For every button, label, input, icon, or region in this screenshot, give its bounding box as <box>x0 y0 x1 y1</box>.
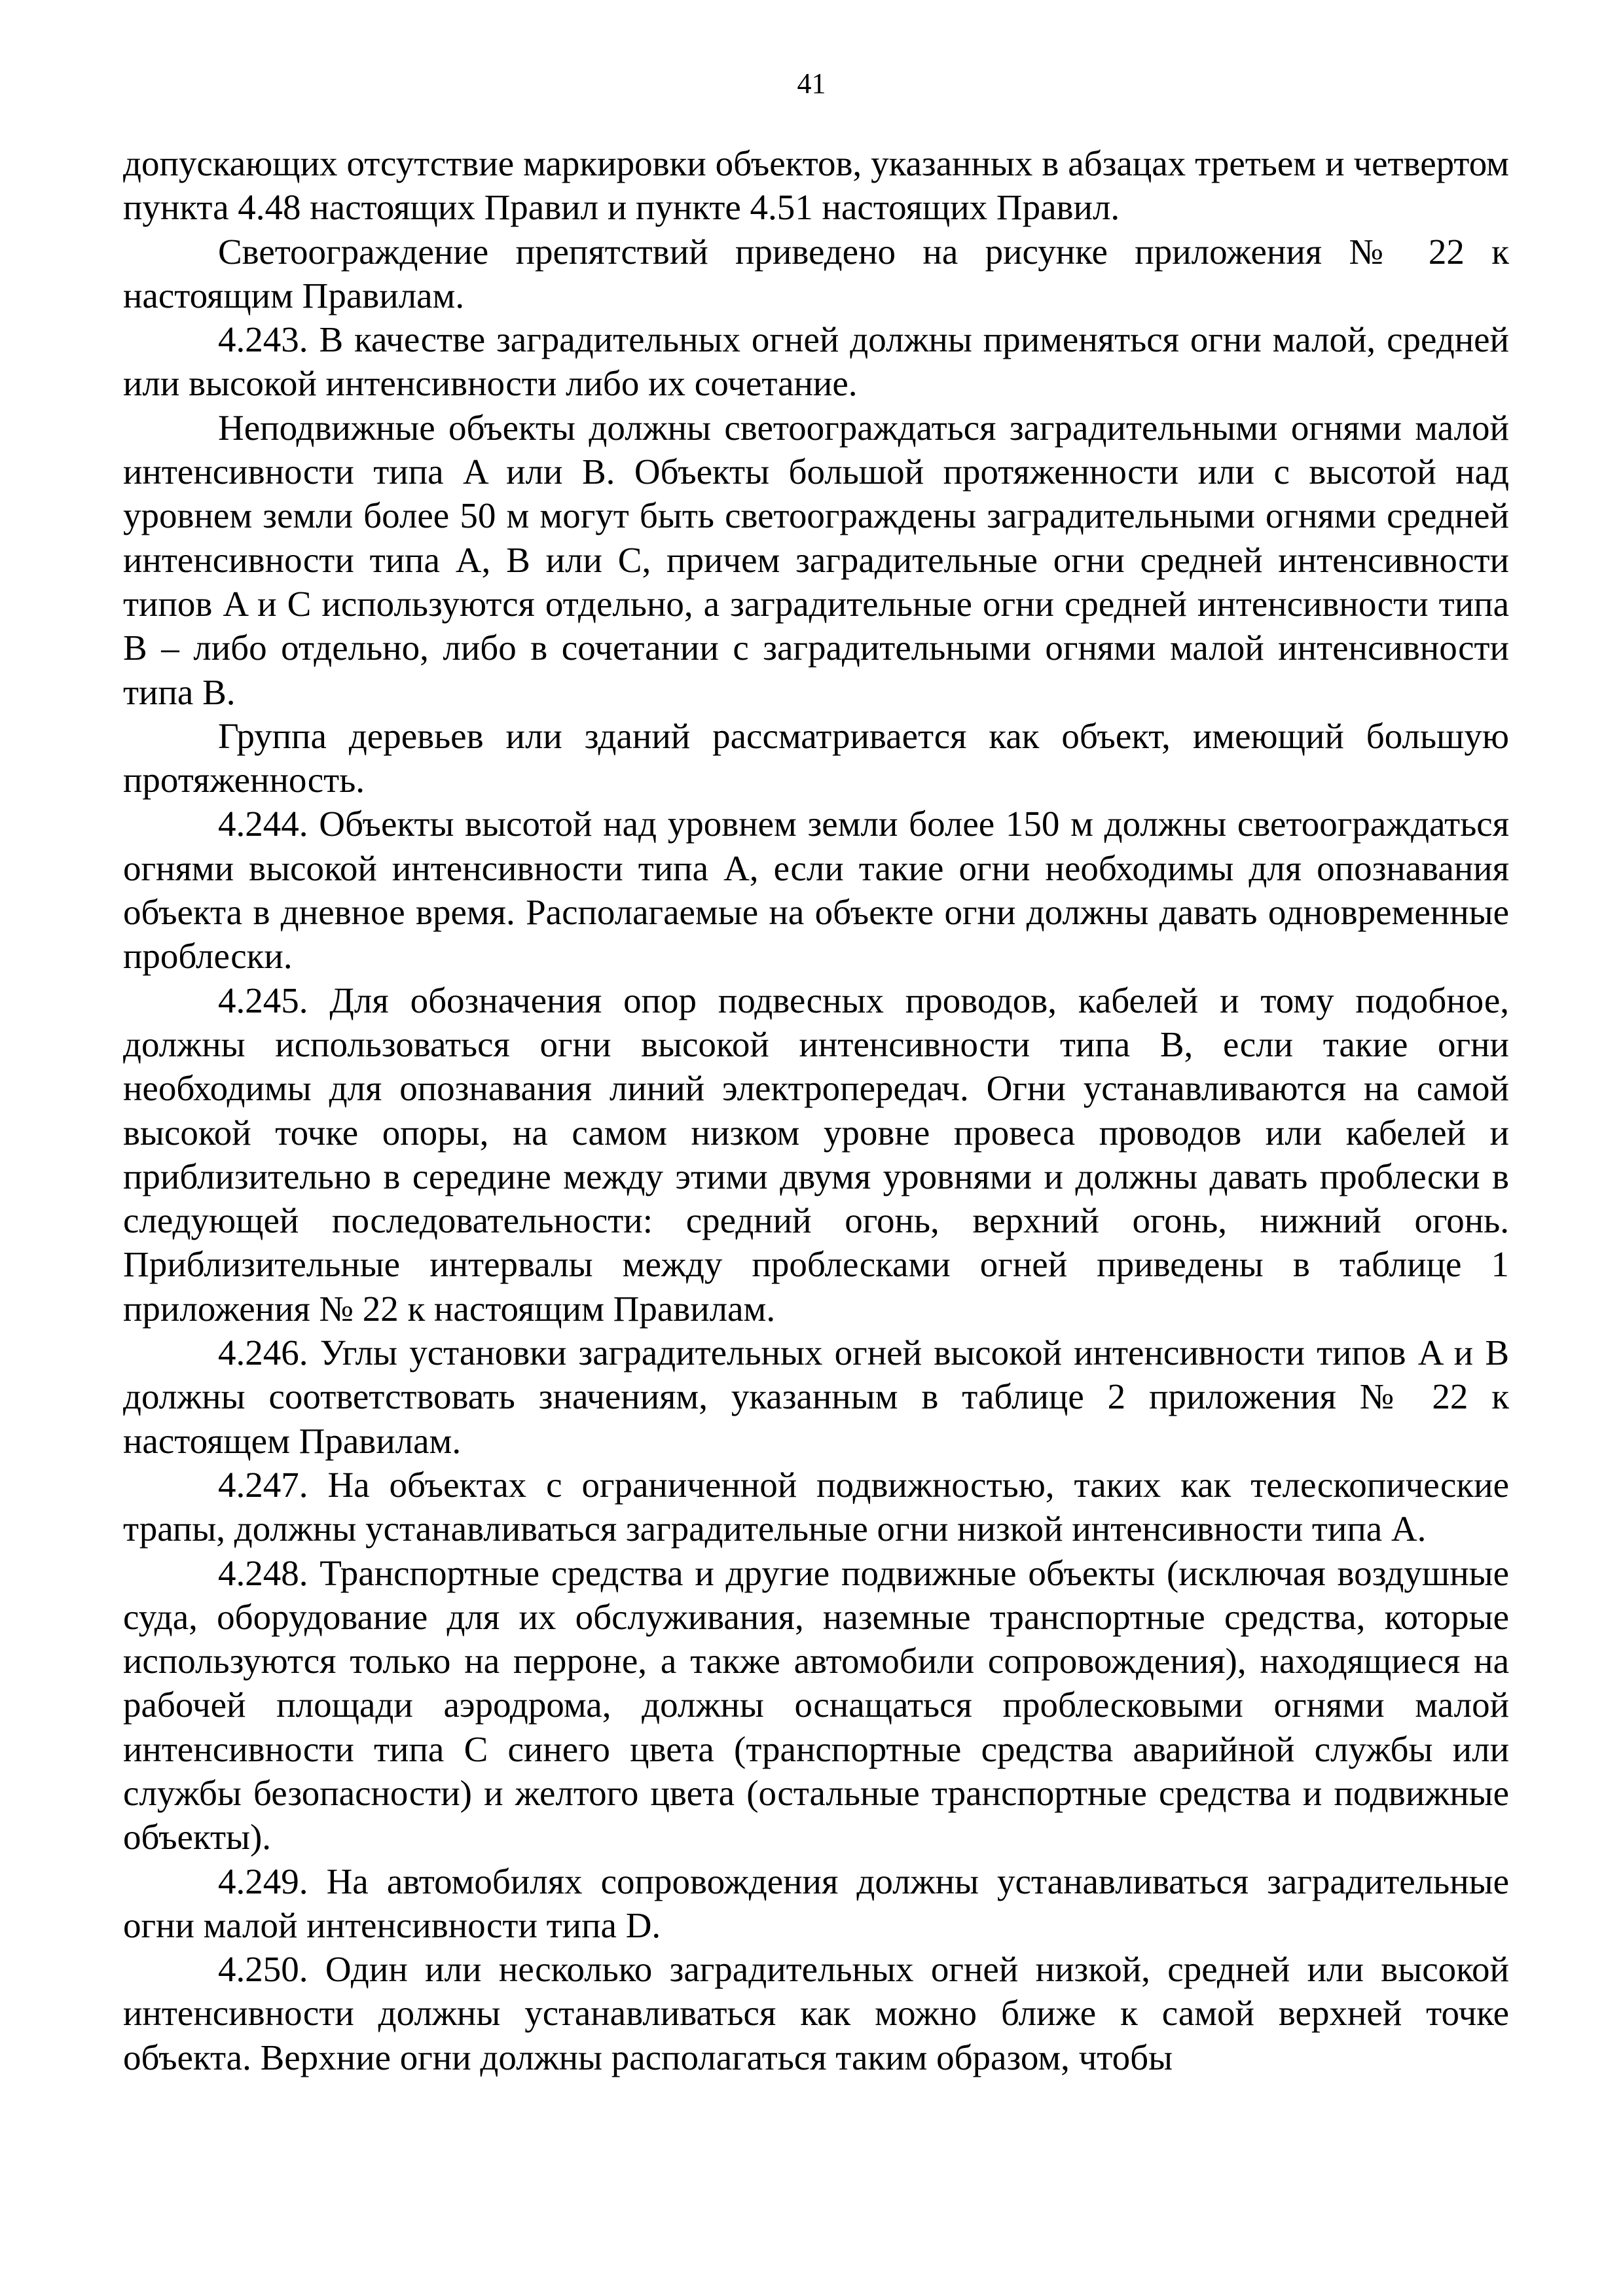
paragraph-fixed-objects: Неподвижные объекты должны светоограждаться заградительными огнями малой интенсивности типа A или B. Объекты большой протяженности или с высотой над уровнем земли более 50 м могут быть светоограждены заградительными огнями средней интенсивности типа A, B или C, причем заградительные огни средней интенсивности типов A и C используются отдельно, а заградительные огни средней интенсивности типа B – либо отдельно, либо в сочетании с заградительными огнями малой интенсивности типа B. <box>123 407 1509 712</box>
paragraph-4-247: 4.247. На объектах с ограниченной подвижностью, таких как телескопические трапы, должны устанавливаться заградительные огни низкой интенсивности типа A. <box>123 1464 1509 1549</box>
paragraph-group-of-trees: Группа деревьев или зданий рассматривается как объект, имеющий большую протяженность. <box>123 715 1509 800</box>
paragraph-continuation: допускающих отсутствие маркировки объектов, указанных в абзацах третьем и четвертом пункта 4.48 настоящих Правил и пункте 4.51 настоящих Правил. <box>123 143 1509 228</box>
paragraph-4-244: 4.244. Объекты высотой над уровнем земли более 150 м должны светоограждаться огнями высокой интенсивности типа A, если такие огни необходимы для опознавания объекта в дневное время. Располагаемые на объекте огни должны давать одновременные проблески. <box>123 804 1509 977</box>
paragraph-4-249: 4.249. На автомобилях сопровождения должны устанавливаться заградительные огни малой интенсивности типа D. <box>123 1861 1509 1945</box>
paragraph-4-245: 4.245. Для обозначения опор подвесных проводов, кабелей и тому подобное, должны использоваться огни высокой интенсивности типа B, если такие огни необходимы для опознавания линий электропередач. Огни устанавливаются на самой высокой точке опоры, на самом низком уровне провеса проводов или кабелей и приблизительно в середине между этими двумя уровнями и должны давать проблески в следующей последовательности: средний огонь, верхний огонь, нижний огонь. Приблизительные интервалы между проблесками огней приведены в таблице 1 приложения № 22 к настоящим Правилам. <box>123 980 1509 1329</box>
page-number: 41 <box>797 67 826 99</box>
paragraph-4-248: 4.248. Транспортные средства и другие подвижные объекты (исключая воздушные суда, оборудование для их обслуживания, наземные транспортные средства, которые используются только на перроне, а также автомобили сопровождения), находящиеся на рабочей площади аэродрома, должны оснащаться проблесковыми огнями малой интенсивности типа C синего цвета (транспортные средства аварийной службы или службы безопасности) и желтого цвета (остальные транспортные средства и подвижные объекты). <box>123 1552 1509 1857</box>
paragraph-4-250: 4.250. Один или несколько заградительных огней низкой, средней или высокой интенсивности должны устанавливаться как можно ближе к самой верхней точке объекта. Верхние огни должны располагаться таким образом, чтобы <box>123 1949 1509 2077</box>
document-body <box>123 141 1509 2079</box>
paragraph-obstacle-lighting-reference: Светоограждение препятствий приведено на рисунке приложения № 22 к настоящим Правилам. <box>123 231 1509 315</box>
paragraph-4-246: 4.246. Углы установки заградительных огней высокой интенсивности типов A и B должны соответствовать значениям, указанным в таблице 2 приложения № 22 к настоящем Правилам. <box>123 1333 1509 1461</box>
paragraph-4-243: 4.243. В качестве заградительных огней должны применяться огни малой, средней или высокой интенсивности либо их сочетание. <box>123 319 1509 404</box>
